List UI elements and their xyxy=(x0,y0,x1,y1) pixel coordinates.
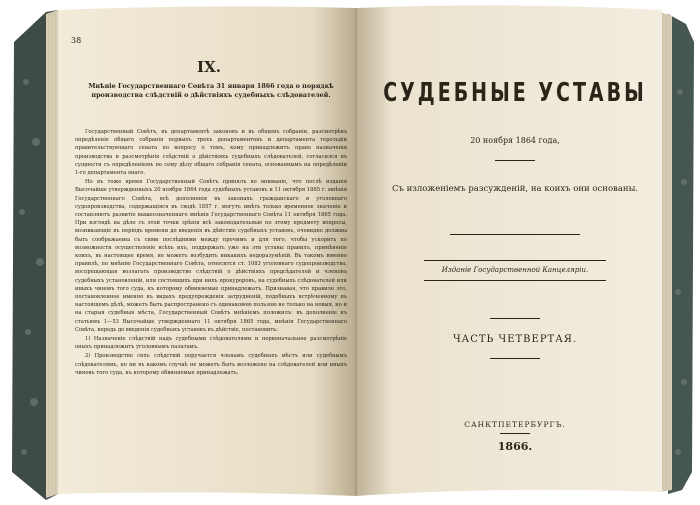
open-book xyxy=(6,2,694,502)
left-page xyxy=(61,16,357,486)
page-number: 38 xyxy=(71,36,82,45)
year: 1866. xyxy=(497,440,533,453)
right-page xyxy=(364,12,666,482)
paragraph: 2) Производство сихъ слѣдствій поручается членамъ судебныхъ мѣстъ или судебнымъ слѣдователямъ, но ни въ какомъ случаѣ не можетъ быть возложено на слѣдователей или иныхъ чиновъ того суда, къ которому обвиняемые принадлежатъ. xyxy=(75,353,347,376)
chapter-heading: Мнѣніе Государственнаго Совѣта 31 января 1866 года о порядкѣ производства слѣдствій о дѣйствіяхъ судебныхъ слѣдователей. xyxy=(88,82,334,99)
divider-rule xyxy=(424,280,606,281)
paragraph: 1) Назначеніе слѣдствій надъ судебными слѣдователями и первоначальное разсмотрѣніе оныхъ принадлежитъ уголовнымъ палатамъ. xyxy=(75,336,347,351)
divider-rule xyxy=(450,234,580,235)
part-title: ЧАСТЬ ЧЕТВЕРТАЯ. xyxy=(452,334,578,345)
publisher-line: Изданіе Государственной Канцеляріи. xyxy=(441,266,589,274)
divider-rule xyxy=(490,318,540,319)
main-title: СУДЕБНЫЕ УСТАВЫ xyxy=(383,78,647,108)
city: САНКТПЕТЕРБУРГЪ. xyxy=(464,420,566,429)
paragraph: Но въ тоже время Государственный Совѣтъ принялъ во вниманіе, что послѣ изданія Высочайше утвержденныхъ 20 ноября 1864 года судебныхъ уставовъ и 11 октября 1865 г. мнѣнія Государственнаго Совѣта, всѣ дополненія въ законахъ гражданскаго и уголовнаго судопроизводства, содержащіяся въ сводѣ 1857 г. могутъ имѣть только временное значеніе и составляютъ развитіе вышеозначеннаго мнѣнія Государственнаго Совѣта 11 октября 1865 года. При взглядѣ на дѣло съ этой точки зрѣнія всѣ законодательные по этому предмету вопросы, возникающіе въ періодъ времени до введенія въ дѣйствіе судебныхъ уставовъ, очевидно должны быть соображаемы съ сими послѣдними между прочимъ и для того, чтобы ускорить по возможности осуществленіе всѣхъ ихъ, поддержать уже на эти уставы правилъ, примѣненіе коихъ, въ настоящее время, не можетъ возбудить никакихъ недоразумѣній. Въ такомъ именно правилѣ, по мнѣнію Государственнаго Совѣта, относится ст. 1083 уголовнаго судопроизводства, воспрещающая возлагать производство слѣдствій о дѣйствіяхъ предсѣдателей и членовъ судебныхъ установленій, или состоящихъ при нихъ прокуроровъ, на судебныхъ слѣдователей или иныхъ чиновъ того суда, къ которому обвиняемые принадлежатъ. Признавая, что правило это, постановленное именно въ видахъ предупрежденія затрудненій, подобныхъ встрѣченному въ настоящемъ дѣлѣ, можетъ быть распространено съ одинаковою пользою не только на новыя, но и на старыя судебныя мѣста, Государственный Совѣтъ мнѣніемъ положилъ: въ дополненіе къ статьямъ 1—53 Высочайше утвержденнаго 11 октября 1865 года, мнѣнія Государственнаго Совѣта, впредь до введенія судебныхъ уставовъ въ дѣйствіе, постановить: xyxy=(75,179,347,333)
divider-rule xyxy=(495,160,535,161)
notes-line: Съ изложеніемъ разсужденій, на коихъ они основаны. xyxy=(391,184,639,194)
divider-rule xyxy=(500,433,530,434)
divider-rule xyxy=(490,358,540,359)
chapter-number: IX. xyxy=(197,58,221,76)
body-text xyxy=(75,128,347,378)
divider-rule xyxy=(424,260,606,261)
paragraph: Государственный Совѣтъ, въ департаментѣ законовъ и въ общемъ собраніи, разсмотрѣвъ опредѣленіе общаго собранія первыхъ трехъ департаментовъ и департамента герольдіи правительствующаго сената по вопросу о томъ, кому принадлежитъ право назначенія производства и разсмотрѣнія слѣдствій о дѣйствіяхъ судебныхъ слѣдователей, согласился въ сущности съ опредѣленіемъ по сему дѣлу общаго собранія сената, основаннымъ на опредѣленіи 1-го департамента онаго. xyxy=(75,129,347,177)
date-line: 20 ноября 1864 года, xyxy=(470,136,560,145)
